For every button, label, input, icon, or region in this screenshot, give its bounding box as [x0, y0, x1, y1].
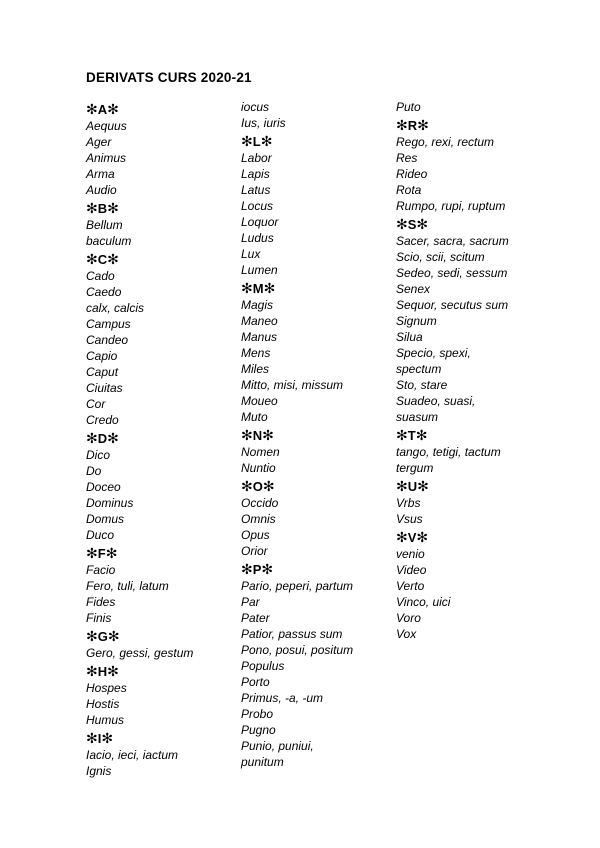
- word-entry: Verto: [396, 579, 425, 593]
- word-entry: Labor: [241, 151, 272, 165]
- asterisk-icon: ✻: [86, 101, 98, 117]
- letter-heading: [241, 279, 401, 297]
- letter-heading: [396, 528, 556, 546]
- word-entry: Campus: [86, 317, 131, 331]
- word-entry: suasum: [396, 410, 439, 424]
- letter-label: H: [97, 664, 108, 679]
- asterisk-icon: ✻: [262, 427, 274, 443]
- column-3: [396, 99, 556, 642]
- letter-label: A: [97, 102, 108, 117]
- asterisk-icon: ✻: [107, 101, 119, 117]
- asterisk-icon: ✻: [262, 478, 275, 494]
- word-entry: Facio: [86, 563, 116, 577]
- word-entry: Domus: [86, 512, 125, 526]
- asterisk-icon: ✻: [86, 730, 98, 746]
- word-entry: Pater: [241, 611, 270, 625]
- word-entry: Hospes: [86, 681, 127, 695]
- word-entry: baculum: [86, 234, 132, 248]
- asterisk-icon: ✻: [86, 200, 98, 216]
- word-entry: Moueo: [241, 394, 278, 408]
- word-entry: Suadeo, suasi,: [396, 394, 476, 408]
- word-entry: Ciuitas: [86, 381, 123, 395]
- word-entry: Mens: [241, 346, 271, 360]
- word-entry: Ludus: [241, 231, 274, 245]
- asterisk-icon: ✻: [241, 280, 253, 296]
- word-entry: Senex: [396, 282, 431, 296]
- asterisk-icon: ✻: [107, 663, 119, 679]
- asterisk-icon: ✻: [260, 133, 273, 149]
- word-entry: Pugno: [241, 723, 276, 737]
- word-entry: Opus: [241, 528, 270, 542]
- asterisk-icon: ✻: [86, 430, 98, 446]
- letter-label: M: [252, 281, 264, 296]
- word-entry: Specio, spexi,: [396, 346, 471, 360]
- asterisk-icon: ✻: [396, 216, 408, 232]
- letter-label: D: [97, 431, 108, 446]
- word-entry: Omnis: [241, 512, 276, 526]
- letter-label: U: [407, 479, 418, 494]
- word-entry: Populus: [241, 659, 285, 673]
- letter-heading: [241, 426, 401, 444]
- asterisk-icon: ✻: [396, 529, 408, 545]
- word-entry: Sto, stare: [396, 378, 448, 392]
- letter-heading: [241, 560, 401, 578]
- word-entry: Scio, scii, scitum: [396, 250, 485, 264]
- word-entry: Caput: [86, 365, 119, 379]
- word-entry: Muto: [241, 410, 268, 424]
- column-2: [241, 99, 401, 770]
- asterisk-icon: ✻: [241, 133, 253, 149]
- word-entry: Animus: [86, 151, 127, 165]
- asterisk-icon: ✻: [105, 545, 118, 561]
- word-entry: tergum: [396, 461, 434, 475]
- letter-heading: [86, 627, 246, 645]
- letter-label: S: [407, 217, 417, 232]
- word-entry: Pario, peperi, partum: [241, 579, 354, 593]
- word-entry: spectum: [396, 362, 442, 376]
- word-entry: Nuntio: [241, 461, 276, 475]
- asterisk-icon: ✻: [86, 545, 98, 561]
- asterisk-icon: ✻: [241, 427, 253, 443]
- asterisk-icon: ✻: [417, 478, 429, 494]
- asterisk-icon: ✻: [107, 200, 119, 216]
- word-entry: Sequor, secutus sum: [396, 298, 509, 312]
- letter-heading: [86, 729, 246, 747]
- word-entry: Doceo: [86, 480, 121, 494]
- word-entry: Punio, puniui,: [241, 739, 314, 753]
- asterisk-icon: ✻: [396, 427, 408, 443]
- asterisk-icon: ✻: [396, 117, 408, 133]
- word-entry: Hostis: [86, 697, 120, 711]
- letter-heading: [241, 477, 401, 495]
- letter-label: P: [252, 562, 262, 577]
- word-entry: Do: [86, 464, 102, 478]
- letter-heading: [86, 429, 246, 447]
- letter-label: R: [407, 118, 418, 133]
- letter-heading: [86, 100, 246, 118]
- asterisk-icon: ✻: [416, 216, 429, 232]
- letter-label: B: [97, 201, 108, 216]
- page-title: DERIVATS CURS 2020-21: [86, 70, 252, 85]
- word-entry: Miles: [241, 362, 270, 376]
- word-entry: Candeo: [86, 333, 129, 347]
- word-entry: Arma: [86, 167, 115, 181]
- asterisk-icon: ✻: [416, 529, 429, 545]
- word-entry: calx, calcis: [86, 301, 145, 315]
- word-entry: Cado: [86, 269, 115, 283]
- word-entry: Dico: [86, 448, 111, 462]
- word-entry: Finis: [86, 611, 112, 625]
- word-entry: Cor: [86, 397, 106, 411]
- asterisk-icon: ✻: [107, 628, 120, 644]
- word-entry: Credo: [86, 413, 119, 427]
- word-entry: Ius, iuris: [241, 116, 286, 130]
- asterisk-icon: ✻: [107, 430, 119, 446]
- word-entry: Fides: [86, 595, 116, 609]
- word-entry: Puto: [396, 100, 421, 114]
- word-entry: Aequus: [86, 119, 127, 133]
- word-entry: Sacer, sacra, sacrum: [396, 234, 509, 248]
- letter-label: N: [252, 428, 263, 443]
- word-entry: Dominus: [86, 496, 134, 510]
- word-entry: Rideo: [396, 167, 428, 181]
- word-entry: Manus: [241, 330, 278, 344]
- word-entry: Occido: [241, 496, 279, 510]
- word-entry: Iacio, ieci, iactum: [86, 748, 179, 762]
- asterisk-icon: ✻: [86, 628, 98, 644]
- word-entry: Maneo: [241, 314, 278, 328]
- word-entry: Mitto, misi, missum: [241, 378, 343, 392]
- word-entry: Lumen: [241, 263, 278, 277]
- asterisk-icon: ✻: [101, 730, 114, 746]
- word-entry: Sedeo, sedi, sessum: [396, 266, 508, 280]
- letter-label: T: [407, 428, 416, 443]
- asterisk-icon: ✻: [86, 251, 98, 267]
- word-entry: Rego, rexi, rectum: [396, 135, 495, 149]
- letter-label: I: [97, 731, 102, 746]
- letter-heading: [396, 116, 556, 134]
- word-entry: Gero, gessi, gestum: [86, 646, 194, 660]
- letter-heading: [396, 426, 556, 444]
- letter-label: C: [97, 252, 108, 267]
- word-entry: Res: [396, 151, 418, 165]
- word-entry: Orior: [241, 544, 268, 558]
- asterisk-icon: ✻: [263, 280, 276, 296]
- word-entry: Audio: [86, 183, 117, 197]
- word-entry: Vrbs: [396, 496, 421, 510]
- word-entry: Voro: [396, 611, 421, 625]
- word-entry: Silua: [396, 330, 423, 344]
- word-entry: Fero, tuli, latum: [86, 579, 169, 593]
- word-entry: Vsus: [396, 512, 423, 526]
- letter-label: V: [407, 530, 417, 545]
- letter-heading: [241, 132, 401, 150]
- word-entry: Humus: [86, 713, 125, 727]
- asterisk-icon: ✻: [261, 561, 274, 577]
- word-entry: Ignis: [86, 764, 112, 778]
- word-entry: Capio: [86, 349, 118, 363]
- word-entry: Lapis: [241, 167, 270, 181]
- word-entry: Latus: [241, 183, 271, 197]
- asterisk-icon: ✻: [241, 478, 253, 494]
- word-entry: Bellum: [86, 218, 123, 232]
- word-entry: Vox: [396, 627, 417, 641]
- asterisk-icon: ✻: [396, 478, 408, 494]
- word-entry: iocus: [241, 100, 270, 114]
- asterisk-icon: ✻: [86, 663, 98, 679]
- letter-heading: [86, 199, 246, 217]
- letter-heading: [86, 250, 246, 268]
- word-entry: punitum: [241, 755, 284, 769]
- word-entry: Signum: [396, 314, 437, 328]
- letter-label: F: [97, 546, 106, 561]
- letter-label: O: [252, 479, 263, 494]
- letter-heading: [396, 215, 556, 233]
- asterisk-icon: ✻: [241, 561, 253, 577]
- word-entry: Porto: [241, 675, 270, 689]
- letter-heading: [86, 662, 246, 680]
- word-entry: Probo: [241, 707, 274, 721]
- asterisk-icon: ✻: [107, 251, 119, 267]
- asterisk-icon: ✻: [415, 427, 428, 443]
- letter-label: L: [252, 134, 261, 149]
- word-entry: Nomen: [241, 445, 280, 459]
- word-entry: Rota: [396, 183, 422, 197]
- word-entry: Caedo: [86, 285, 122, 299]
- word-entry: Magis: [241, 298, 274, 312]
- word-entry: Pono, posui, positum: [241, 643, 354, 657]
- word-entry: Primus, -a, -um: [241, 691, 324, 705]
- word-entry: Locus: [241, 199, 274, 213]
- word-entry: Loquor: [241, 215, 279, 229]
- letter-label: G: [97, 629, 108, 644]
- word-entry: Duco: [86, 528, 115, 542]
- word-entry: Lux: [241, 247, 261, 261]
- word-entry: tango, tetigi, tactum: [396, 445, 501, 459]
- letter-heading: [396, 477, 556, 495]
- asterisk-icon: ✻: [417, 117, 429, 133]
- word-entry: venio: [396, 547, 425, 561]
- column-1: [86, 99, 246, 779]
- word-entry: Par: [241, 595, 260, 609]
- word-entry: Vinco, uici: [396, 595, 451, 609]
- word-entry: Ager: [86, 135, 112, 149]
- word-entry: Video: [396, 563, 427, 577]
- word-entry: Patior, passus sum: [241, 627, 343, 641]
- letter-heading: [86, 544, 246, 562]
- word-entry: Rumpo, rupi, ruptum: [396, 199, 506, 213]
